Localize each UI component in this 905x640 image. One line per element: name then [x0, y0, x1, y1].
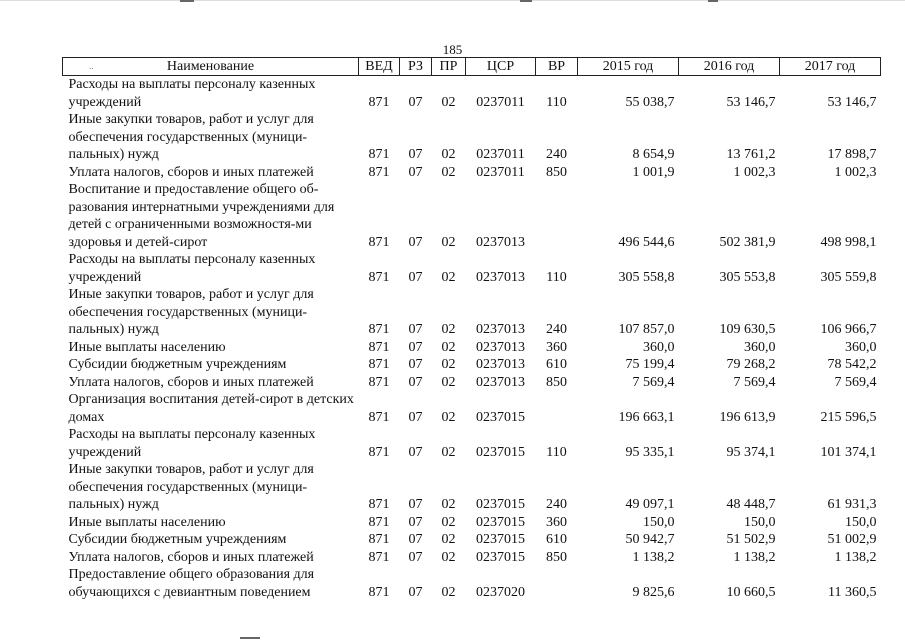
page-number: 185 [442, 42, 463, 57]
cell-2017: 61 931,3 [827, 497, 877, 512]
cell-vr: 610 [546, 357, 567, 372]
cell-rz: 07 [408, 444, 423, 460]
cell-rz: 07 [408, 339, 423, 355]
cell-2017: 101 374,1 [820, 444, 877, 460]
cell-2017: 498 998,1 [820, 234, 877, 250]
cell-csr: 0237015 [476, 549, 525, 565]
cell-pr: 02 [441, 532, 456, 547]
cell-ved: 871 [368, 497, 390, 512]
cell-rz: 07 [408, 409, 423, 425]
cell-name: Предоставление общего образования для обучающихся с девиантным поведением [68, 567, 315, 600]
cell-2015: 8 654,9 [632, 147, 675, 162]
cell-csr: 0237013 [476, 269, 525, 285]
cell-ved: 871 [368, 409, 390, 425]
cell-name: Субсидии бюджетным учреждениям [68, 357, 287, 372]
cell-2017: 17 898,7 [827, 147, 877, 162]
cell-2017: 78 542,2 [827, 357, 877, 372]
cell-csr: 0237015 [476, 497, 525, 512]
cell-name: Уплата налогов, сборов и иных платежей [68, 374, 314, 390]
cell-name: Организация воспитания детей-сирот в детских домах [68, 392, 354, 425]
scan-edge-mark [180, 0, 194, 2]
cell-2016: 53 146,7 [726, 94, 776, 110]
cell-2017: 215 596,5 [820, 409, 877, 425]
cell-2016: 109 630,5 [719, 322, 776, 337]
cell-pr: 02 [441, 444, 456, 460]
cell-2016: 13 761,2 [726, 147, 776, 162]
cell-rz: 07 [408, 269, 423, 285]
cell-2015: 496 544,6 [618, 234, 675, 250]
table-header-row [63, 58, 881, 76]
cell-pr: 02 [441, 497, 456, 512]
table-row [63, 251, 881, 286]
cell-2015: 95 335,1 [625, 444, 675, 460]
cell-2016: 360,0 [744, 339, 776, 355]
cell-2017: 106 966,7 [820, 322, 877, 337]
cell-vr: 110 [546, 269, 567, 285]
header-2015: 2015 год [578, 58, 679, 76]
table-row [63, 76, 881, 112]
cell-name: Воспитание и предоставление общего об-разования интернатными учреждениями для детей с ограниченными возможностя-ми здоровья и детей-сирот [68, 182, 335, 250]
cell-csr: 0237015 [476, 514, 525, 530]
cell-2017: 150,0 [845, 514, 877, 530]
table-row [63, 374, 881, 392]
cell-2015: 75 199,4 [625, 357, 675, 372]
cell-rz: 07 [408, 147, 423, 162]
cell-2016: 7 569,4 [733, 374, 776, 390]
cell-2015: 7 569,4 [632, 374, 675, 390]
table-body [63, 76, 881, 602]
header-pr: ПР [432, 58, 466, 76]
cell-csr: 0237013 [476, 339, 525, 355]
budget-table [62, 57, 881, 601]
cell-2016: 79 268,2 [726, 357, 776, 372]
cell-name: Расходы на выплаты персоналу казенных учреждений [68, 77, 316, 110]
cell-csr: 0237015 [476, 444, 525, 460]
cell-ved: 871 [368, 322, 390, 337]
table-row [63, 111, 881, 164]
cell-2015: 49 097,1 [625, 497, 675, 512]
table-row [63, 514, 881, 532]
cell-name: Расходы на выплаты персоналу казенных учреждений [68, 252, 316, 285]
cell-vr: 360 [546, 339, 567, 355]
cell-vr: 850 [546, 374, 567, 390]
cell-pr: 02 [441, 269, 456, 285]
table-row [63, 286, 881, 339]
cell-ved: 871 [368, 164, 390, 180]
cell-pr: 02 [441, 339, 456, 355]
table-row [63, 531, 881, 549]
cell-pr: 02 [441, 514, 456, 530]
cell-2015: 107 857,0 [618, 322, 675, 337]
cell-pr: 02 [441, 357, 456, 372]
cell-2016: 10 660,5 [726, 584, 776, 600]
cell-name: Расходы на выплаты персоналу казенных учреждений [68, 427, 316, 460]
cell-pr: 02 [441, 94, 456, 110]
table-row [63, 356, 881, 374]
cell-ved: 871 [368, 444, 390, 460]
cell-name: Иные закупки товаров, работ и услуг для обеспечения государственных (муници-пальных) нужд [68, 112, 314, 162]
cell-2017: 1 002,3 [834, 164, 877, 180]
cell-2015: 1 001,9 [632, 164, 675, 180]
cell-vr: 610 [546, 532, 567, 547]
cell-ved: 871 [368, 514, 390, 530]
cell-2017: 1 138,2 [834, 549, 877, 565]
cell-2015: 1 138,2 [632, 549, 675, 565]
table-row [63, 181, 881, 251]
header-csr: ЦСР [466, 58, 536, 76]
cell-csr: 0237011 [476, 147, 525, 162]
cell-csr: 0237011 [476, 94, 525, 110]
cell-rz: 07 [408, 164, 423, 180]
cell-2017: 360,0 [845, 339, 877, 355]
header-2017: 2017 год [780, 58, 881, 76]
cell-2016: 48 448,7 [726, 497, 776, 512]
table-row [63, 391, 881, 426]
cell-vr: 240 [546, 497, 567, 512]
cell-2016: 1 002,3 [733, 164, 776, 180]
table-row [63, 549, 881, 567]
cell-2015: 305 558,8 [618, 269, 675, 285]
cell-pr: 02 [441, 234, 456, 250]
cell-2015: 196 663,1 [618, 409, 675, 425]
cell-ved: 871 [368, 374, 390, 390]
cell-pr: 02 [441, 147, 456, 162]
cell-csr: 0237020 [476, 584, 525, 600]
cell-name: Уплата налогов, сборов и иных платежей [68, 549, 314, 565]
cell-2015: 360,0 [643, 339, 675, 355]
cell-csr: 0237015 [476, 409, 525, 425]
cell-2015: 150,0 [643, 514, 675, 530]
cell-rz: 07 [408, 532, 423, 547]
cell-csr: 0237013 [476, 322, 525, 337]
cell-2015: 9 825,6 [632, 584, 675, 600]
cell-ved: 871 [368, 549, 390, 565]
header-name-label: Наименование [166, 58, 255, 74]
cell-rz: 07 [408, 514, 423, 530]
cell-vr [536, 391, 578, 426]
cell-pr: 02 [441, 409, 456, 425]
cell-2016: 305 553,8 [719, 269, 776, 285]
cell-csr: 0237013 [476, 234, 525, 250]
cell-2016: 196 613,9 [719, 409, 776, 425]
scan-edge-mark [0, 0, 905, 1]
cell-vr: 110 [546, 94, 567, 110]
scan-edge-mark [520, 0, 532, 2]
cell-vr [536, 566, 578, 601]
table-row [63, 566, 881, 601]
header-name [63, 58, 359, 76]
cell-name: Иные закупки товаров, работ и услуг для обеспечения государственных (муници-пальных) нужд [68, 462, 314, 512]
cell-ved: 871 [368, 339, 390, 355]
table-row [63, 164, 881, 182]
cell-csr: 0237015 [476, 532, 525, 547]
cell-2017: 53 146,7 [827, 94, 877, 110]
cell-ved: 871 [368, 532, 390, 547]
table-row [63, 461, 881, 514]
cell-rz: 07 [408, 357, 423, 372]
cell-pr: 02 [441, 584, 456, 600]
cell-2015: 55 038,7 [625, 94, 675, 110]
scan-edge-mark [240, 637, 260, 639]
cell-rz: 07 [408, 549, 423, 565]
cell-name: Иные выплаты населению [68, 514, 226, 530]
cell-pr: 02 [441, 374, 456, 390]
cell-ved: 871 [368, 584, 390, 600]
cell-vr [536, 181, 578, 251]
header-2016: 2016 год [679, 58, 780, 76]
cell-2016: 95 374,1 [726, 444, 776, 460]
cell-name: Иные закупки товаров, работ и услуг для обеспечения государственных (муници-пальных) нужд [68, 287, 314, 337]
cell-csr: 0237013 [476, 374, 525, 390]
cell-rz: 07 [408, 497, 423, 512]
cell-2016: 150,0 [744, 514, 776, 530]
header-ved: ВЕД [359, 58, 400, 76]
cell-ved: 871 [368, 94, 390, 110]
cell-2016: 1 138,2 [733, 549, 776, 565]
cell-rz: 07 [408, 374, 423, 390]
cell-name: Субсидии бюджетным учреждениям [68, 532, 287, 547]
cell-ved: 871 [368, 357, 390, 372]
cell-vr: 850 [546, 549, 567, 565]
table-row [63, 426, 881, 461]
cell-name: Иные выплаты населению [68, 339, 226, 355]
cell-vr: 850 [546, 164, 567, 180]
cell-vr: 360 [546, 514, 567, 530]
cell-vr: 240 [546, 147, 567, 162]
cell-2017: 11 360,5 [828, 584, 877, 600]
table-row [63, 339, 881, 357]
cell-csr: 0237013 [476, 357, 525, 372]
cell-pr: 02 [441, 549, 456, 565]
cell-2017: 51 002,9 [827, 532, 877, 547]
scan-edge-mark [708, 0, 718, 2]
cell-2016: 51 502,9 [726, 532, 776, 547]
cell-2017: 7 569,4 [834, 374, 877, 390]
cell-csr: 0237011 [476, 164, 525, 180]
header-rz: РЗ [400, 58, 432, 76]
cell-ved: 871 [368, 147, 390, 162]
cell-ved: 871 [368, 234, 390, 250]
cell-rz: 07 [408, 584, 423, 600]
cell-rz: 07 [408, 94, 423, 110]
cell-vr: 110 [546, 444, 567, 460]
cell-pr: 02 [441, 164, 456, 180]
cell-rz: 07 [408, 322, 423, 337]
cell-vr: 240 [546, 322, 567, 337]
cell-name: Уплата налогов, сборов и иных платежей [68, 164, 314, 180]
header-dots: .. [89, 61, 94, 71]
cell-pr: 02 [441, 322, 456, 337]
cell-2015: 50 942,7 [625, 532, 675, 547]
cell-2016: 502 381,9 [719, 234, 776, 250]
cell-rz: 07 [408, 234, 423, 250]
cell-ved: 871 [368, 269, 390, 285]
header-vr: ВР [536, 58, 578, 76]
cell-2017: 305 559,8 [820, 269, 877, 285]
